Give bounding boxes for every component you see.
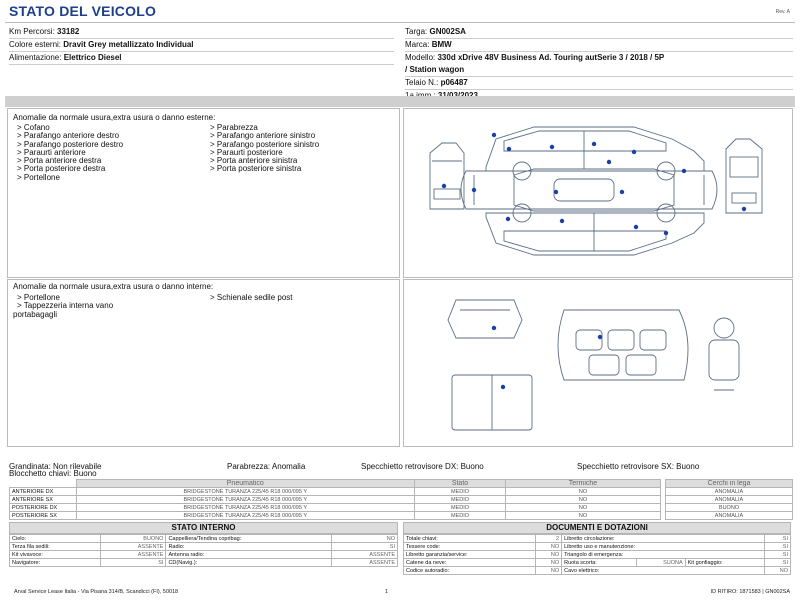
damage-item: > Porta anteriore sinistra — [210, 156, 298, 166]
fuel-label: Alimentazione: — [9, 53, 62, 62]
damage-item: > Parafango anteriore destro — [17, 131, 120, 141]
footer-page-number: 1 — [385, 589, 389, 595]
kv-label: Kit gonfiaggio: — [685, 559, 764, 567]
tire-state: MEDIO — [415, 496, 506, 504]
kv-label: Terza fila sedili: — [10, 543, 101, 551]
title-divider — [5, 22, 795, 23]
car-front-view — [430, 143, 464, 209]
damage-marker — [560, 219, 564, 223]
section-band — [5, 96, 795, 107]
kv-label: Antenna radio: — [166, 551, 332, 559]
table-row — [10, 543, 398, 551]
damage-marker — [620, 190, 624, 194]
internal-diagram-panel — [403, 279, 793, 447]
kv-value: ASSENTE — [100, 543, 166, 551]
kv-label: Cavo elettrico: — [562, 567, 765, 575]
kv-value: NO — [764, 567, 790, 575]
damage-marker — [472, 188, 476, 192]
page-title: STATO DEL VEICOLO — [9, 3, 157, 19]
fuel-value: Elettrico Diesel — [63, 53, 122, 62]
kv-value: NO — [332, 535, 398, 543]
rim-state: BUONO — [666, 504, 793, 512]
damage-marker — [492, 326, 496, 330]
damage-item: > Paraurti anteriore — [17, 147, 86, 157]
kv-label: Ruota scorta: — [562, 559, 637, 567]
table-row — [404, 535, 791, 543]
vehicle-info-left — [9, 26, 394, 65]
internal-damage-title: Anomalie da normale usura,extra usura o danno interne: — [13, 282, 214, 291]
table-row — [404, 567, 791, 575]
tire-position: ANTERIORE DX — [10, 488, 77, 496]
revision-label: Rev. A — [775, 9, 790, 15]
modello-value-2: / Station wagon — [405, 65, 465, 74]
specchio-sx-status: Specchietto retrovisore SX: Buono — [577, 462, 700, 471]
vehicle-info-right — [405, 26, 793, 103]
kv-value: SI — [764, 535, 790, 543]
damage-marker — [442, 184, 446, 188]
marca-row — [405, 39, 793, 52]
telaio-row — [405, 77, 793, 90]
documenti-table — [403, 534, 791, 575]
damage-marker — [492, 133, 496, 137]
table-row — [10, 504, 661, 512]
kv-label: Cappelliera/Tendina copribag: — [166, 535, 332, 543]
damage-item: > Schienale sedile post — [210, 293, 293, 302]
damage-marker — [607, 160, 611, 164]
kv-label: Catene da neve: — [404, 559, 536, 567]
table-row — [666, 496, 793, 504]
kv-label: Cielo: — [10, 535, 101, 543]
car-interior-diagram — [404, 280, 792, 446]
specchio-dx-status: Specchietto retrovisore DX: Buono — [361, 462, 484, 471]
kv-label: Libretto circolazione: — [562, 535, 765, 543]
tire-model: BRIDGESTONE TURANZA 225/45 R18 000/095 Y — [76, 512, 415, 520]
parabrezza-status: Parabrezza: Anomalia — [227, 462, 306, 471]
kv-value: SI — [332, 543, 398, 551]
damage-item: portabagagli — [13, 309, 58, 319]
rims-header: Cerchi in lega — [666, 480, 793, 488]
external-damage-title: Anomalie da normale usura,extra usura o danno esterne: — [13, 113, 216, 122]
damage-marker — [550, 145, 554, 149]
damage-item: > Cofano — [17, 123, 50, 132]
targa-row — [405, 26, 793, 39]
grandinata-status: Grandinata: Non rilevabile — [9, 462, 102, 471]
internal-damage-col2 — [210, 294, 293, 302]
damage-item: > Porta posteriore sinistra — [210, 164, 302, 174]
marca-label: Marca: — [405, 40, 430, 49]
damage-marker — [501, 385, 505, 389]
kv-label: Codice autoradio: — [404, 567, 536, 575]
external-damage-panel — [7, 108, 400, 278]
car-side-view-bottom — [486, 204, 704, 255]
marca-value: BMW — [431, 40, 452, 49]
damage-marker — [507, 147, 511, 151]
km-label: Km Percorsi: — [9, 27, 55, 36]
tires-table — [9, 479, 661, 520]
rim-state: ANOMALIA — [666, 512, 793, 520]
stato-interno-title: STATO INTERNO — [9, 522, 398, 534]
table-row — [666, 488, 793, 496]
kv-value: SUONA — [636, 559, 685, 567]
kv-label: Libretto garanzia/service: — [404, 551, 536, 559]
fuel-row — [9, 52, 394, 65]
kv-value: SI — [764, 559, 790, 567]
trunk-view — [452, 375, 532, 430]
table-row — [666, 504, 793, 512]
damage-item: > Porta posteriore destra — [17, 164, 106, 174]
modello-label: Modello: — [405, 53, 436, 62]
tire-winter: NO — [506, 504, 661, 512]
rims-header-row — [666, 480, 793, 488]
external-damage-col1 — [17, 124, 123, 182]
table-row — [10, 512, 661, 520]
internal-damage-panel — [7, 279, 400, 447]
damage-item: > Parabrezza — [210, 123, 258, 132]
stato-interno-section — [9, 522, 398, 567]
damage-item: > Portellone — [17, 172, 60, 182]
kv-label: Totale chiavi: — [404, 535, 536, 543]
damage-marker — [592, 142, 596, 146]
rim-state: ANOMALIA — [666, 488, 793, 496]
stato-interno-table — [9, 534, 398, 567]
table-row — [10, 488, 661, 496]
damage-item: > Paraurti posteriore — [210, 147, 283, 157]
damage-item: > Tappezzeria interna vano — [17, 301, 114, 311]
color-row — [9, 39, 394, 52]
km-row — [9, 26, 394, 39]
table-row — [404, 543, 791, 551]
table-row — [404, 551, 791, 559]
kv-value: SI — [100, 559, 166, 567]
tire-winter: NO — [506, 488, 661, 496]
tires-header-row — [10, 480, 661, 488]
damage-marker — [554, 190, 558, 194]
damage-marker — [634, 225, 638, 229]
damage-marker — [664, 231, 668, 235]
damage-marker — [598, 335, 602, 339]
winter-header: Termiche — [506, 480, 661, 488]
cabin-top-view — [558, 310, 688, 380]
tire-model: BRIDGESTONE TURANZA 225/45 R18 000/095 Y — [76, 496, 415, 504]
damage-marker — [742, 207, 746, 211]
kv-value: ASSENTE — [332, 551, 398, 559]
tire-position: POSTERIORE SX — [10, 512, 77, 520]
kv-label: Tessere code: — [404, 543, 536, 551]
km-value: 33182 — [57, 27, 80, 36]
car-exterior-diagram — [404, 109, 792, 277]
damage-item: > Porta anteriore destra — [17, 156, 102, 166]
damage-item: > Parafango posteriore destro — [17, 139, 124, 149]
modello-row-2 — [405, 64, 793, 77]
modello-value: 330d xDrive 48V Business Ad. Touring autSerie 3 / 2018 / 5P — [437, 53, 665, 62]
kv-label: Triangolo di emergenza: — [562, 551, 765, 559]
car-top-view — [461, 169, 717, 211]
external-damage-col2 — [210, 124, 319, 174]
kv-value: ASSENTE — [332, 559, 398, 567]
kv-value: SI — [764, 551, 790, 559]
car-side-view-top — [486, 127, 704, 180]
kv-label: Radio: — [166, 543, 332, 551]
targa-value: GN002SA — [429, 27, 466, 36]
color-value: Dravit Grey metallizzato Individual — [63, 40, 194, 49]
tire-state: MEDIO — [415, 512, 506, 520]
kv-value: NO — [535, 551, 561, 559]
damage-item: > Parafango posteriore sinistro — [210, 139, 320, 149]
telaio-label: Telaio N.: — [405, 78, 439, 87]
rims-table — [665, 479, 793, 520]
tire-position: POSTERIORE DX — [10, 504, 77, 512]
tire-state: MEDIO — [415, 488, 506, 496]
tire-model: BRIDGESTONE TURANZA 225/45 R18 000/095 Y — [76, 504, 415, 512]
documenti-title: DOCUMENTI E DOTAZIONI — [403, 522, 791, 534]
damage-item: > Parafango anteriore sinistro — [210, 131, 316, 141]
damage-item: > Portellone — [17, 293, 60, 302]
table-row — [10, 496, 661, 504]
targa-label: Targa: — [405, 27, 428, 36]
kv-value: NO — [535, 567, 561, 575]
state-header: Stato — [415, 480, 506, 488]
color-label: Colore esterni: — [9, 40, 62, 49]
damage-marker — [682, 169, 686, 173]
table-row — [10, 551, 398, 559]
tire-model: BRIDGESTONE TURANZA 225/45 R18 000/095 Y — [76, 488, 415, 496]
damage-marker — [632, 150, 636, 154]
kv-label: CD(Navig.): — [166, 559, 332, 567]
external-diagram-panel — [403, 108, 793, 278]
footer-id: ID RITIRO: 1871583 | GN002SA — [710, 589, 790, 595]
steering-view — [709, 318, 739, 390]
tire-position: ANTERIORE SX — [10, 496, 77, 504]
kv-label: Kit vivavoce: — [10, 551, 101, 559]
kv-value: ASSENTE — [100, 551, 166, 559]
tire-winter: NO — [506, 512, 661, 520]
modello-row — [405, 52, 793, 64]
table-row — [666, 512, 793, 520]
rim-state: ANOMALIA — [666, 496, 793, 504]
internal-damage-col1 — [13, 293, 114, 319]
kv-value: SI — [764, 543, 790, 551]
kv-value: BUONO — [100, 535, 166, 543]
table-row — [10, 559, 398, 567]
car-rear-view — [726, 139, 762, 213]
footer-company: Arval Service Lease Italia - Via Pisana 314/B, Scandicci (FI), 50018 — [14, 589, 179, 595]
damage-marker — [506, 217, 510, 221]
kv-value: NO — [535, 559, 561, 567]
table-row — [10, 535, 398, 543]
kv-label: Libretto uso e manutenzione: — [562, 543, 765, 551]
telaio-value: p06487 — [440, 78, 468, 87]
kv-value: NO — [535, 543, 561, 551]
blocchetto-status: Blocchetto chiavi: Buono — [9, 469, 97, 478]
tire-state: MEDIO — [415, 504, 506, 512]
table-row — [404, 559, 791, 567]
tire-winter: NO — [506, 496, 661, 504]
dashboard-view — [448, 300, 522, 338]
kv-label: Navigatore: — [10, 559, 101, 567]
tire-header: Pneumatico — [76, 480, 415, 488]
documenti-section — [403, 522, 791, 575]
kv-value: 2 — [535, 535, 561, 543]
